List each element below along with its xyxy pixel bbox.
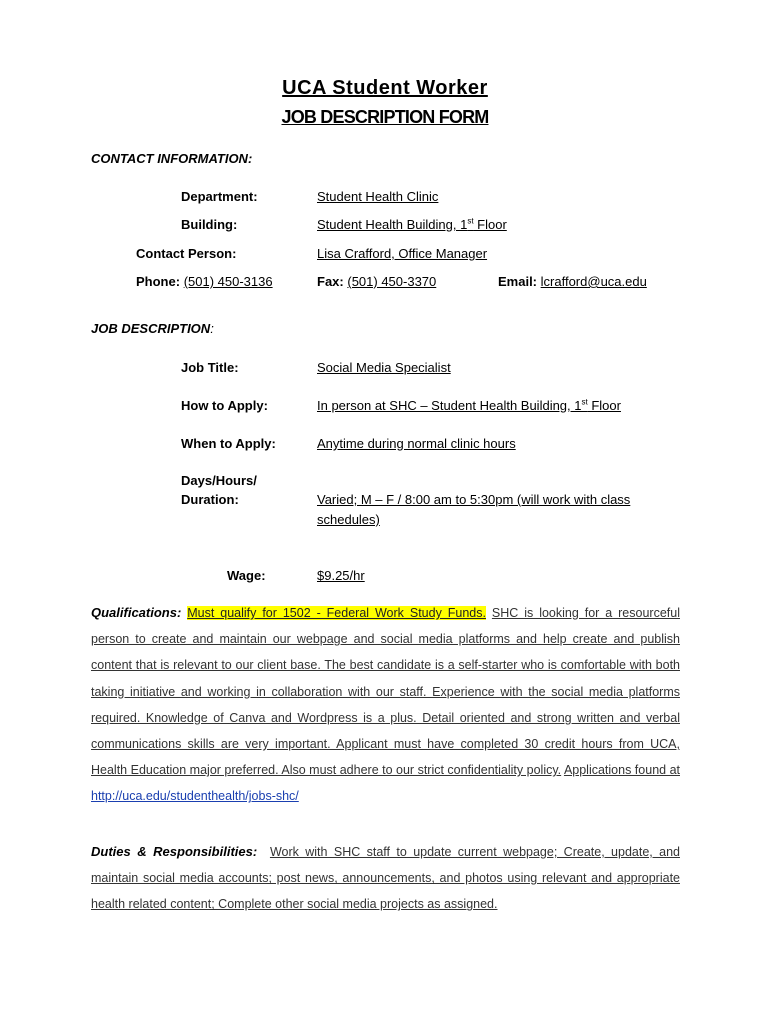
job-title-label: Job Title: <box>181 360 239 375</box>
when-to-apply-label: When to Apply: <box>181 436 276 451</box>
wage-value: $9.25/hr <box>317 568 365 583</box>
duties-label: Duties & Responsibilities: <box>91 844 258 859</box>
days-hours-value-line1: Varied; M – F / 8:00 am to 5:30pm (will work with class <box>317 492 631 507</box>
email-field <box>498 274 647 289</box>
fax-value: (501) 450-3370 <box>347 274 437 289</box>
days-hours-label-line2: Duration: <box>181 492 239 507</box>
days-hours-value-line2: schedules) <box>317 512 380 527</box>
form-subtitle: JOB DESCRIPTION FORM <box>281 107 489 127</box>
building-value: Student Health Building, 1st Floor <box>317 216 507 232</box>
how-to-apply-label: How to Apply: <box>181 398 268 413</box>
phone-field <box>136 274 273 289</box>
qualifications-body: SHC is looking for a resourceful person to create and maintain our webpage and social media platforms and help create and publish content that is relevant to our client base. The best candidate is a self-starter who is comfortable with both taking initiative and working in collaboration with our staff. Experience with the social media platforms required. Knowledge of Canva and Wordpress is a plus. Detail oriented and strong written and verbal communications skills are very important. Applicant must have completed 30 credit hours from UCA, Health Education major preferred. Also must adhere to our strict confidentiality policy. <box>91 606 680 778</box>
duties-paragraph <box>91 839 680 918</box>
phone-label: Phone: <box>136 274 181 289</box>
department-value: Student Health Clinic <box>317 189 439 204</box>
fax-field <box>317 274 436 289</box>
department-label: Department: <box>181 189 258 204</box>
form-title: UCA Student Worker <box>282 77 488 99</box>
days-hours-label-line1: Days/Hours/ <box>181 473 257 488</box>
building-label: Building: <box>181 217 238 232</box>
contact-section-heading: CONTACT INFORMATION: <box>91 151 253 166</box>
qualifications-label: Qualifications: <box>91 605 182 620</box>
qualifications-highlight: Must qualify for 1502 - Federal Work Study Funds. <box>187 606 486 620</box>
when-to-apply-value: Anytime during normal clinic hours <box>317 436 516 451</box>
wage-label: Wage: <box>227 568 266 583</box>
email-value: lcrafford@uca.edu <box>540 274 647 289</box>
email-label: Email: <box>498 274 538 289</box>
job-section-heading: JOB DESCRIPTION: <box>91 321 214 336</box>
how-to-apply-value: In person at SHC – Student Health Building, 1st Floor <box>317 397 621 413</box>
contact-person-value: Lisa Crafford, Office Manager <box>317 246 488 261</box>
fax-label: Fax: <box>317 274 344 289</box>
duties-body: Work with SHC staff to update current webpage; Create, update, and maintain social media accounts; post news, announcements, and photos using relevant and appropriate health related content; Complete other social media projects as assigned. <box>91 845 680 912</box>
contact-person-label: Contact Person: <box>136 246 237 261</box>
applications-link[interactable]: http://uca.edu/studenthealth/jobs-shc/ <box>91 789 299 804</box>
qualifications-paragraph <box>91 600 680 810</box>
job-title-value: Social Media Specialist <box>317 360 451 375</box>
applications-prefix: Applications found at <box>563 763 680 778</box>
phone-value: (501) 450-3136 <box>183 274 273 289</box>
